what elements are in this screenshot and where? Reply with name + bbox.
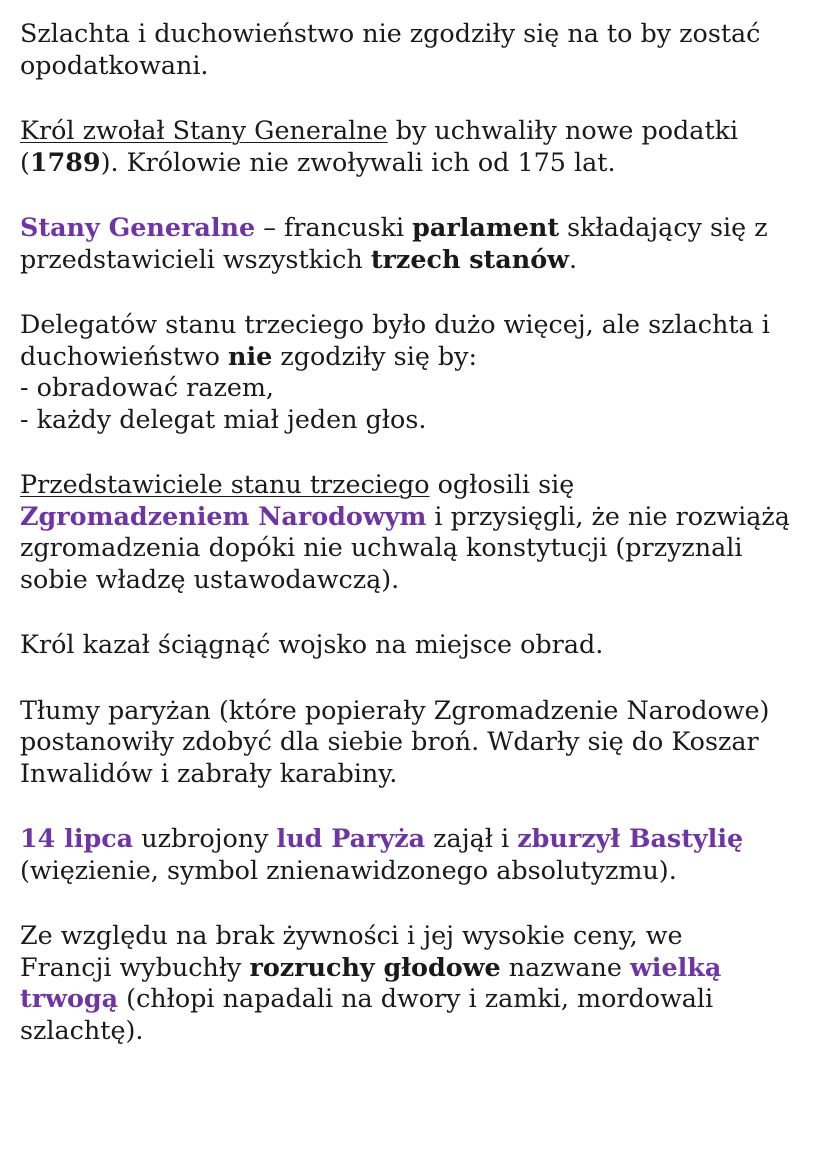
text-line: [20, 469, 820, 501]
paragraph-crowds: [20, 695, 820, 790]
term-highlight: trwogą: [20, 983, 119, 1013]
text-line: [20, 501, 820, 533]
paragraph-national-assembly: [20, 469, 820, 595]
text-run: by uchwaliły nowe podatki: [387, 115, 739, 145]
text-run: zgodziły się by:: [272, 340, 478, 371]
text-line: [20, 115, 820, 147]
text-line: Ze względu na brak żywności i jej wysokie ceny, we: [20, 920, 683, 950]
text-run: – francuski: [255, 212, 413, 242]
text-line: [20, 212, 820, 244]
text-run: ). Królowie nie zwoływali ich od 175 lat.: [100, 146, 616, 177]
paragraph-bastille: [20, 823, 820, 886]
list-item: - każdy delegat miał jeden głos.: [20, 403, 427, 434]
text-line: [20, 147, 820, 179]
paragraph-estates-general-call: [20, 115, 820, 178]
text-line: [20, 823, 820, 855]
paragraph-army: [20, 629, 820, 661]
text-line: [20, 341, 820, 373]
text-run: zajął i: [425, 823, 518, 853]
bold-phrase: nie: [228, 340, 273, 371]
text-run: (chłopi napadali na dwory i zamki, mordowali: [118, 983, 714, 1013]
list-item: - obradować razem,: [20, 372, 274, 402]
text-run: duchowieństwo: [20, 340, 229, 371]
text-run: nazwane: [500, 951, 630, 982]
text-line: opodatkowani.: [20, 49, 209, 80]
underlined-phrase: Król zwołał Stany Generalne: [20, 115, 388, 145]
text-line: [20, 244, 820, 276]
text-line: postanowiły zdobyć dla siebie broń. Wdarły się do Koszar: [20, 726, 759, 756]
text-line: zgromadzenia dopóki nie uchwalą konstytucji (przyznali: [20, 532, 743, 562]
text-line: Król kazał ściągnąć wojsko na miejsce obrad.: [20, 629, 604, 659]
underlined-phrase: Przedstawiciele stanu trzeciego: [20, 469, 430, 499]
text-line: sobie władzę ustawodawczą).: [20, 563, 400, 594]
text-line: szlachtę).: [20, 1014, 144, 1045]
text-run: Francji wybuchły: [20, 951, 250, 982]
term-highlight: zburzył Bastylię: [517, 823, 744, 853]
bold-phrase: rozruchy głodowe: [249, 951, 501, 982]
text-line: [20, 952, 820, 984]
date-highlight: 14 lipca: [20, 823, 134, 853]
text-run: składający się z: [559, 212, 768, 242]
text-run: ogłosili się: [429, 469, 575, 499]
text-line: [20, 983, 820, 1015]
paragraph-definition: [20, 212, 820, 275]
text-run: i przysięgli, że nie rozwiążą: [426, 500, 790, 531]
text-line: Inwalidów i zabrały karabiny.: [20, 757, 398, 788]
term-highlight: Zgromadzeniem Narodowym: [20, 500, 427, 531]
text-run: uzbrojony: [133, 823, 277, 853]
text-run: (: [20, 146, 30, 177]
bold-phrase: parlament: [412, 212, 560, 242]
term-highlight: Stany Generalne: [20, 212, 256, 242]
term-highlight: lud Paryża: [276, 823, 426, 853]
term-highlight: wielką: [629, 951, 722, 982]
text-line: Szlachta i duchowieństwo nie zgodziły się na to by zostać: [20, 18, 761, 48]
bold-phrase: trzech stanów: [370, 243, 569, 274]
text-run: .: [569, 243, 578, 274]
paragraph-taxes: [20, 18, 820, 81]
text-line: (więzienie, symbol znienawidzonego absolutyzmu).: [20, 854, 677, 885]
text-run: przedstawicieli wszystkich: [20, 243, 371, 274]
text-line: Tłumy paryżan (które popierały Zgromadzenie Narodowe): [20, 694, 770, 725]
year-bold: 1789: [29, 146, 101, 177]
paragraph-delegates: [20, 309, 820, 435]
text-line: Delegatów stanu trzeciego było dużo więcej, ale szlachta i: [20, 309, 770, 339]
document-page: [20, 18, 820, 1080]
paragraph-great-fear: [20, 920, 820, 1046]
